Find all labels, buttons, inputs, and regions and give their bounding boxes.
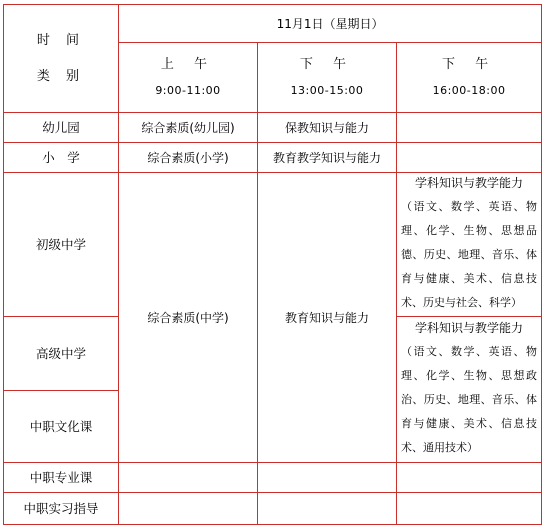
secondary-session-2: 教育知识与能力 [258,173,397,463]
table-row-vocational-practice [4,493,542,525]
junior-high-subject-title: 学科知识与教学能力 [415,175,524,190]
junior-high-subject-list: （语文、数学、英语、物理、化学、生物、思想品德、历史、地理、音乐、体育与健康、美术、信息技术、历史与社会、科学） [401,199,538,309]
row-label-vocational-culture: 中职文化课 [4,391,119,463]
vocational-major-session-1 [119,463,258,493]
table-row-kindergarten [4,113,542,143]
senior-high-subject-title: 学科知识与教学能力 [415,320,524,335]
row-label-kindergarten: 幼儿园 [4,113,119,143]
exam-schedule-table [3,4,542,525]
header-corner-cell [4,5,119,113]
session-3-label: 下 午 [441,56,497,72]
session-1-label: 上 午 [160,56,216,72]
header-date-row [4,5,542,43]
session-2-cell [258,43,397,113]
vocational-major-session-2 [258,463,397,493]
kindergarten-session-3 [397,113,542,143]
row-label-vocational-major: 中职专业课 [4,463,119,493]
kindergarten-session-1: 综合素质(幼儿园) [119,113,258,143]
row-label-primary: 小 学 [4,143,119,173]
row-label-senior-high: 高级中学 [4,317,119,391]
table-row-primary [4,143,542,173]
vocational-major-session-3 [397,463,542,493]
junior-high-session-3 [397,173,542,317]
table-row-vocational-major [4,463,542,493]
table-row-junior-high [4,173,542,317]
vocational-practice-session-2 [258,493,397,525]
corner-category-label: 类 别 [36,68,86,84]
session-3-time: 16:00-18:00 [432,83,506,97]
corner-time-label: 时 间 [36,32,86,48]
session-1-time: 9:00-11:00 [155,83,221,97]
kindergarten-session-2: 保教知识与能力 [258,113,397,143]
row-label-vocational-practice: 中职实习指导 [4,493,119,525]
senior-high-subject-list: （语文、数学、英语、物理、化学、生物、思想政治、历史、地理、音乐、体育与健康、美术、信息技术、通用技术） [401,344,538,454]
primary-session-2: 教育教学知识与能力 [258,143,397,173]
exam-date: 11月1日（星期日） [119,5,542,43]
senior-high-session-3 [397,317,542,463]
vocational-practice-session-3 [397,493,542,525]
primary-session-3 [397,143,542,173]
session-2-label: 下 午 [299,56,355,72]
secondary-session-1: 综合素质(中学) [119,173,258,463]
session-1-cell [119,43,258,113]
session-2-time: 13:00-15:00 [290,83,364,97]
vocational-practice-session-1 [119,493,258,525]
primary-session-1: 综合素质(小学) [119,143,258,173]
session-3-cell [397,43,542,113]
row-label-junior-high: 初级中学 [4,173,119,317]
